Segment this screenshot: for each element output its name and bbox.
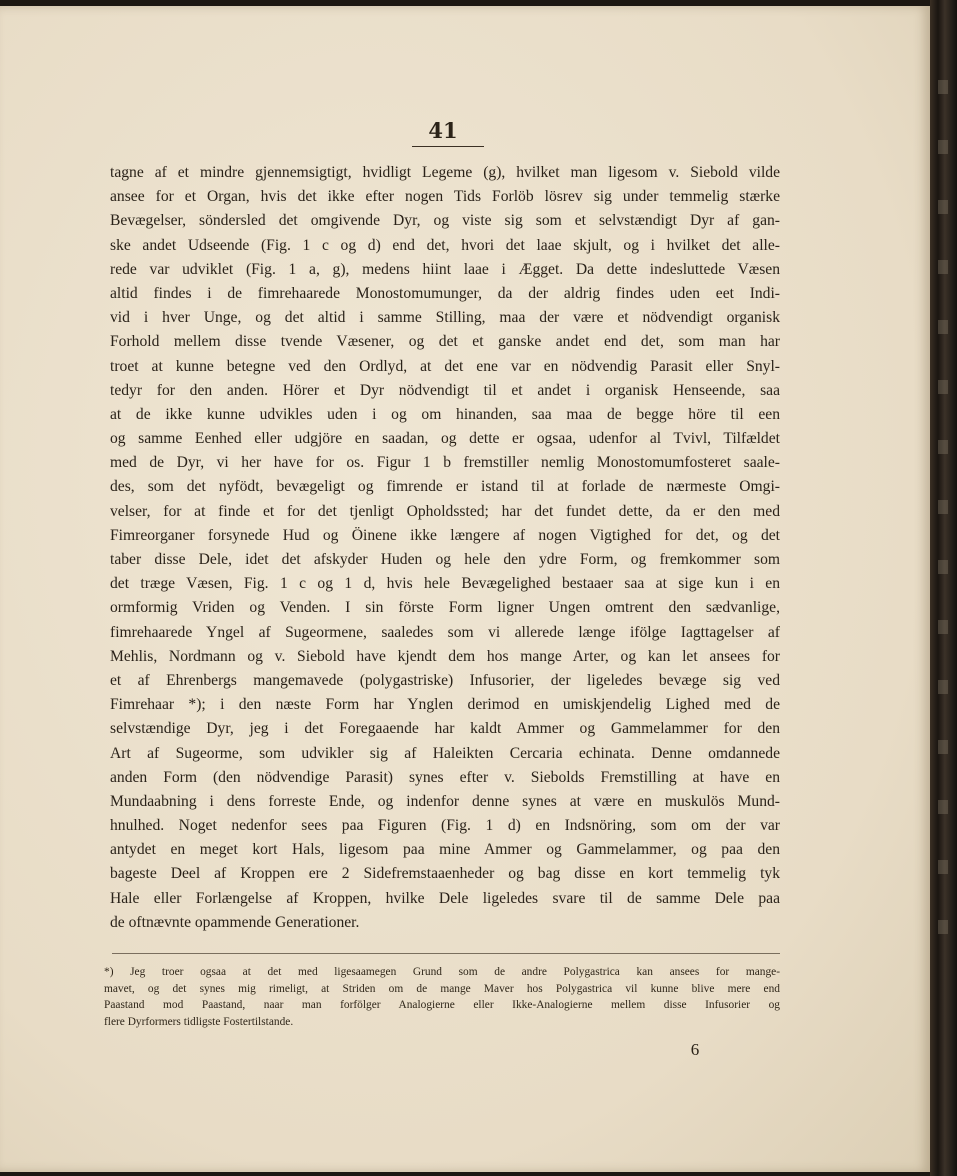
page-number-rule [412,146,484,147]
text-line: tagne af et mindre gjennemsigtigt, hvidligt Legeme (g), hvilket man ligesom v. Siebold vilde [110,164,780,181]
footnote-line: Paastand mod Paastand, naar man forfölger Analogierne eller Ikke-Analogierne mellem disse Infusorier og [104,999,780,1012]
page-number: 41 [428,118,458,143]
text-line: og samme Eenhed eller udgjöre en saadan, og dette er ogsaa, udenfor al Tvivl, Tilfældet [110,430,780,448]
text-line: hnulhed. Noget nedenfor sees paa Figuren (Fig. 1 d) en Indsnöring, som om der var [110,817,780,835]
text-line: velser, for at finde et for det tjenligt Opholdssted; har det fundet dette, da er den med [110,502,780,520]
body-text [110,161,780,935]
text-line: ansee for et Organ, hvis det ikke efter nogen Tids Forlöb lösrev sig under temmelig stærke [110,188,780,206]
text-line: altid findes i de fimrehaarede Monostomumunger, da der aldrig findes uden eet Indi- [110,284,780,302]
text-line: et af Ehrenbergs mangemavede (polygastriske) Infusorier, der ligeledes bevæge sig ved [110,671,780,689]
text-line: ske andet Udseende (Fig. 1 c og d) end det, hvori det laae skjult, og i hvilket det alle- [110,236,780,254]
book-spine-edge [930,0,957,1176]
text-line: fimrehaarede Yngel af Sugeormene, saaledes som vi allerede længe ifölge Iagttagelser af [110,623,780,641]
text-line: bageste Deel af Kroppen ere 2 Sidefremstaaenheder og bag disse en kort temmelig tyk [110,865,780,883]
text-line: det træge Væsen, Fig. 1 c og 1 d, hvis hele Bevægelighed bestaaer saa at sige kun i en [110,575,780,593]
text-line: vid i hver Unge, og det altid i samme Stilling, maa der være et nödvendigt organisk [110,309,780,327]
text-line: Art af Sugeorme, som udvikler sig af Haleikten Cercaria echinata. Denne omdannede [110,744,780,762]
text-line: at de ikke kunne udvikles uden i og om hinanden, saa maa de begge höre til een [110,405,780,423]
text-line: antydet en meget kort Hals, ligesom paa mine Ammer og Gammelammer, og paa den [110,841,780,859]
footnote-line: *) Jeg troer ogsaa at det med ligesaamegen Grund som de andre Polygastrica kan ansees for mange- [104,966,780,978]
text-line: anden Form (den nödvendige Parasit) synes efter v. Siebolds Fremstilling at have en [110,768,780,786]
text-line: Hale eller Forlængelse af Kroppen, hvilke Dele ligeledes svare til de samme Dele paa [110,889,780,907]
text-line: de oftnævnte opammende Generationer. [110,913,360,931]
text-line: Fimrehaar *); i den næste Form har Ynglen derimod en umiskjendelig Lighed med de [110,696,780,714]
text-line: Forhold mellem disse tvende Væsener, og det et ganske andet end det, som man har [110,333,780,351]
footnote-separator [112,953,780,954]
footnote [104,964,780,1030]
text-line: Bevægelser, söndersled det omgivende Dyr, og viste sig som et selvstændigt Dyr af gan- [110,212,780,230]
text-line: troet at kunne betegne ved den Ordlyd, at det ene var en nödvendig Parasit eller Snyl- [110,357,780,375]
text-line: Mundaabning i dens forreste Ende, og indenfor denne synes at være en muskulös Mund- [110,792,780,810]
text-line: rede var udviklet (Fig. 1 a, g), medens hiint laae i Ægget. Da dette indesluttede Væsen [110,260,780,278]
text-line: des, som det nyfödt, bevægeligt og fimrende er istand til at forlade de nærmeste Omgi- [110,478,780,496]
footnote-line: mavet, og det synes mig rimeligt, at Striden om de mange Maver hos Polygastrica vil kunne blive mere end [104,982,780,995]
text-line: taber disse Dele, idet det afskyder Huden og hele den ydre Form, og fremkommer som [110,551,780,568]
text-line: tedyr for den anden. Hörer et Dyr nödvendigt til et andet i organisk Henseende, saa [110,381,780,399]
footnote-line: flere Dyrformers tidligste Fostertilstande. [104,1015,294,1028]
text-line: Fimreorganer forsynede Hud og Öinene ikke længere af nogen Vigtighed for det, og det [110,526,780,544]
text-line: selvstændige Dyr, jeg i det Foregaaende har kaldt Ammer og Gammelammer for den [110,720,780,738]
signature-mark: 6 [690,1040,700,1059]
text-line: ormformig Vriden og Venden. I sin förste Form ligner Ungen omtrent den sædvanlige, [110,599,780,617]
text-line: med de Dyr, vi her have for os. Figur 1 b fremstiller nemlig Monostomumfosteret saale- [110,454,780,472]
text-line: Mehlis, Nordmann og v. Siebold have kjendt dem hos mange Arter, og kan let ansees for [110,647,780,665]
